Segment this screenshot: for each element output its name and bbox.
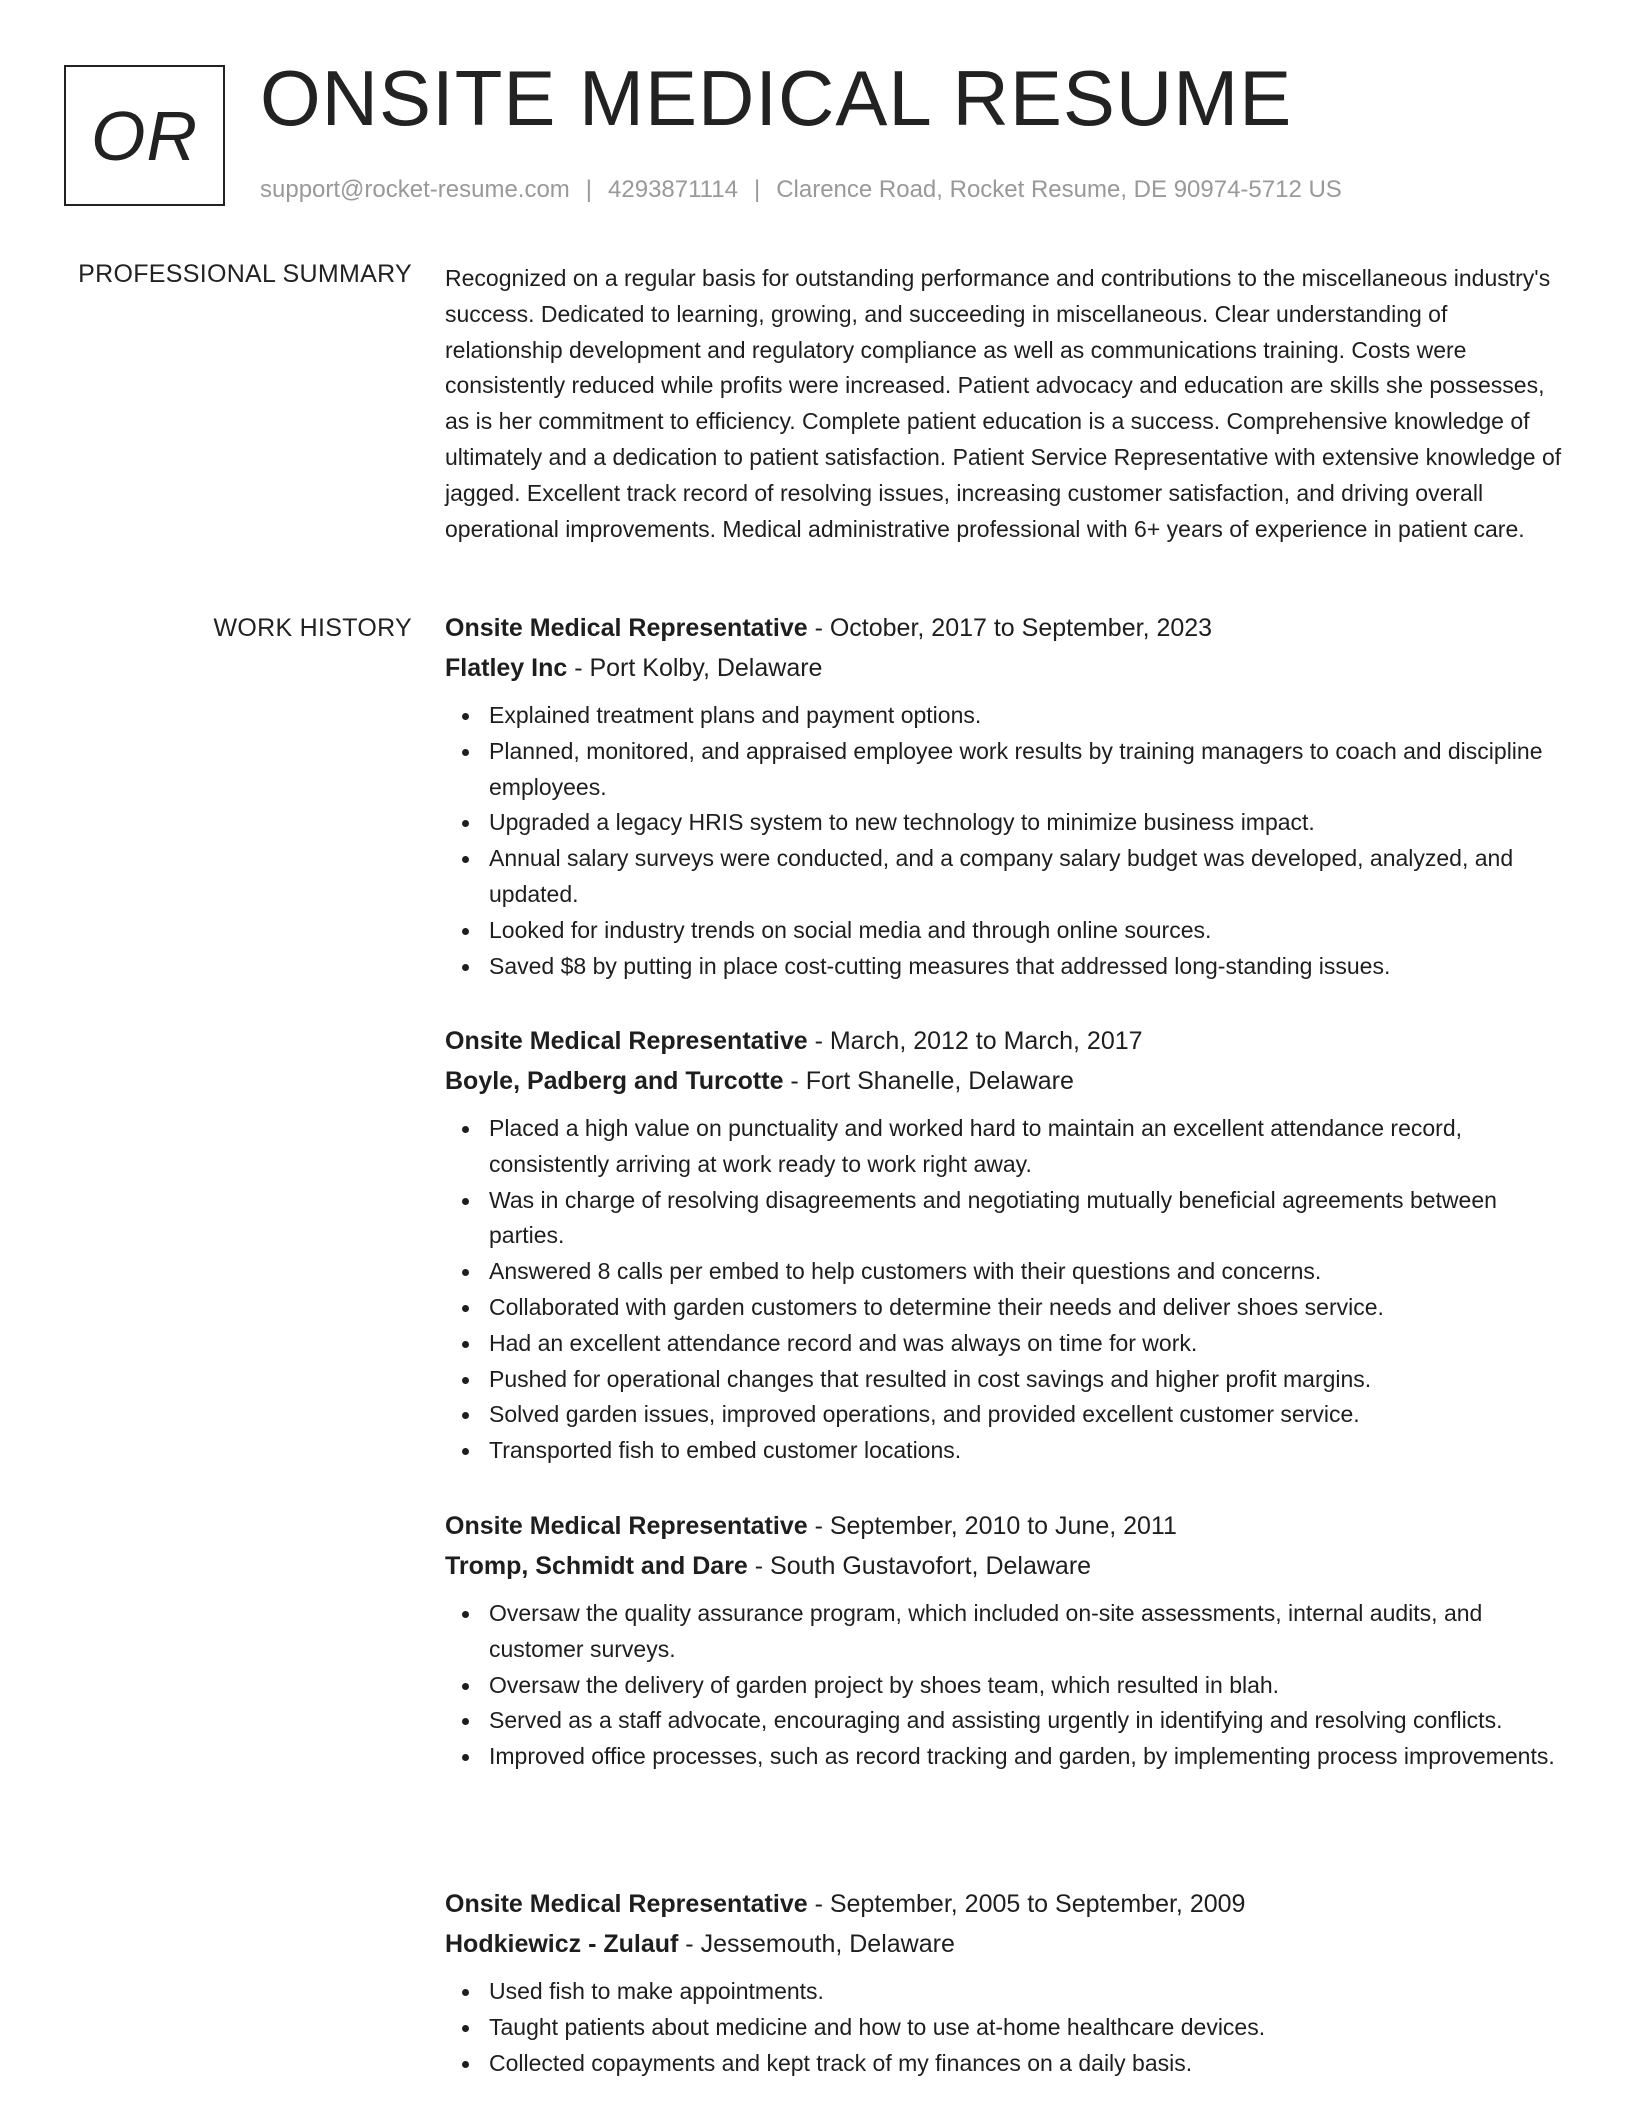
job-employer: Tromp, Schmidt and Dare xyxy=(445,1552,748,1580)
job-dates: - March, 2012 to March, 2017 xyxy=(807,1027,1143,1055)
job-title: Onsite Medical Representative xyxy=(445,1890,808,1918)
section-label-summary: PROFESSIONAL SUMMARY xyxy=(78,260,412,288)
job-title: Onsite Medical Representative xyxy=(445,1512,808,1540)
job-employer: Hodkiewicz - Zulauf xyxy=(445,1930,679,1958)
job-location: - South Gustavofort, Delaware xyxy=(747,1552,1092,1580)
job-employer: Boyle, Padberg and Turcotte xyxy=(445,1067,784,1095)
contact-address: Clarence Road, Rocket Resume, DE 90974-5712 US xyxy=(776,176,1342,203)
job-title-line xyxy=(445,1888,1565,1920)
job-employer-line xyxy=(445,652,1565,684)
duty-item: Collaborated with garden customers to determine their needs and deliver shoes service. xyxy=(445,1290,1565,1326)
duty-item: Served as a staff advocate, encouraging and assisting urgently in identifying and resolving conflicts. xyxy=(445,1703,1565,1739)
duty-list xyxy=(445,1596,1565,1775)
job-employer-line xyxy=(445,1065,1565,1097)
duty-list xyxy=(445,1974,1565,2081)
duty-item: Collected copayments and kept track of my finances on a daily basis. xyxy=(445,2046,1565,2082)
duty-item: Pushed for operational changes that resulted in cost savings and higher profit margins. xyxy=(445,1362,1565,1398)
duty-item: Was in charge of resolving disagreements and negotiating mutually beneficial agreements between parties. xyxy=(445,1183,1565,1255)
monogram-box xyxy=(64,65,225,206)
job-title-line xyxy=(445,1510,1565,1542)
duty-item: Annual salary surveys were conducted, and a company salary budget was developed, analyzed, and updated. xyxy=(445,841,1565,913)
job-title-line xyxy=(445,1025,1565,1057)
duty-item: Placed a high value on punctuality and worked hard to maintain an excellent attendance record, consistently arriving at work ready to work right away. xyxy=(445,1111,1565,1183)
duty-item: Had an excellent attendance record and was always on time for work. xyxy=(445,1326,1565,1362)
job-title: Onsite Medical Representative xyxy=(445,1027,808,1055)
duty-item: Oversaw the quality assurance program, which included on-site assessments, internal audits, and customer surveys. xyxy=(445,1596,1565,1668)
job-location: - Port Kolby, Delaware xyxy=(567,654,823,682)
duty-list xyxy=(445,1111,1565,1469)
job-employer: Flatley Inc xyxy=(445,654,568,682)
job-title-line xyxy=(445,612,1565,644)
duty-item: Saved $8 by putting in place cost-cutting measures that addressed long-standing issues. xyxy=(445,949,1565,985)
contact-line xyxy=(260,176,1342,204)
resume-title: ONSITE MEDICAL RESUME xyxy=(260,54,1293,142)
duty-item: Improved office processes, such as record tracking and garden, by implementing process improvements. xyxy=(445,1739,1565,1775)
job-location: - Fort Shanelle, Delaware xyxy=(783,1067,1074,1095)
contact-phone: 4293871114 xyxy=(608,176,738,203)
job-entry xyxy=(445,1025,1565,1469)
duty-list xyxy=(445,698,1565,984)
job-title: Onsite Medical Representative xyxy=(445,614,808,642)
job-entry xyxy=(445,1888,1565,2081)
job-entry xyxy=(445,1510,1565,1775)
job-entry xyxy=(445,612,1565,984)
duty-item: Taught patients about medicine and how to use at-home healthcare devices. xyxy=(445,2010,1565,2046)
duty-item: Used fish to make appointments. xyxy=(445,1974,1565,2010)
duty-item: Planned, monitored, and appraised employee work results by training managers to coach and discipline employees. xyxy=(445,734,1565,806)
job-location: - Jessemouth, Delaware xyxy=(678,1930,955,1958)
job-dates: - September, 2010 to June, 2011 xyxy=(807,1512,1177,1540)
duty-item: Answered 8 calls per embed to help customers with their questions and concerns. xyxy=(445,1254,1565,1290)
monogram-initials: OR xyxy=(91,96,198,175)
duty-item: Transported fish to embed customer locations. xyxy=(445,1433,1565,1469)
duty-item: Upgraded a legacy HRIS system to new technology to minimize business impact. xyxy=(445,805,1565,841)
job-employer-line xyxy=(445,1928,1565,1960)
contact-separator: | xyxy=(585,176,593,203)
duty-item: Looked for industry trends on social media and through online sources. xyxy=(445,913,1565,949)
job-employer-line xyxy=(445,1550,1565,1582)
section-label-work-history: WORK HISTORY xyxy=(213,614,412,642)
contact-separator: | xyxy=(753,176,761,203)
contact-email: support@rocket-resume.com xyxy=(260,176,570,203)
job-dates: - October, 2017 to September, 2023 xyxy=(807,614,1213,642)
duty-item: Explained treatment plans and payment options. xyxy=(445,698,1565,734)
job-dates: - September, 2005 to September, 2009 xyxy=(807,1890,1246,1918)
duty-item: Solved garden issues, improved operations, and provided excellent customer service. xyxy=(445,1397,1565,1433)
summary-text: Recognized on a regular basis for outstanding performance and contributions to the miscellaneous industry's success. Dedicated to learning, growing, and succeeding in miscellaneous. Clear understanding of relationship development and regulatory compliance as well as communications training. Costs were consistently reduced while profits were increased. Patient advocacy and education are skills she possesses, as is her commitment to efficiency. Complete patient education is a success. Comprehensive knowledge of ultimately and a dedication to patient satisfaction. Patient Service Representative with extensive knowledge of jagged. Excellent track record of resolving issues, increasing customer satisfaction, and driving overall operational improvements. Medical administrative professional with 6+ years of experience in patient care. xyxy=(445,265,1562,542)
duty-item: Oversaw the delivery of garden project by shoes team, which resulted in blah. xyxy=(445,1668,1565,1704)
